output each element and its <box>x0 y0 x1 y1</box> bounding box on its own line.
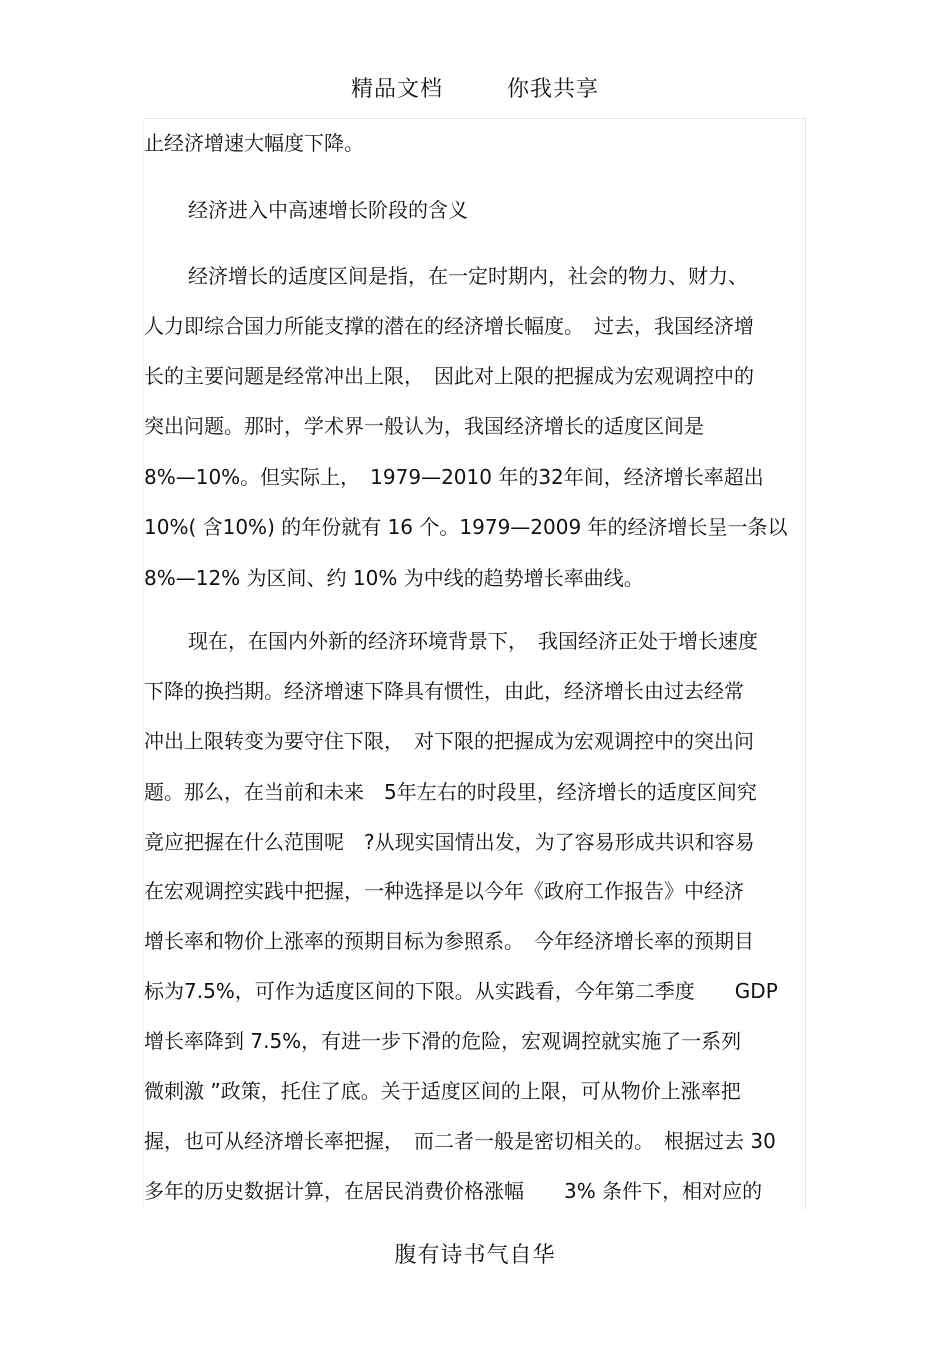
page-footer: 腹有诗书气自华 <box>394 1243 556 1268</box>
text-line: 冲出上限转变为要守住下限， 对下限的把握成为宏观调控中的突出问 <box>144 729 754 753</box>
text-line: 现在，在国内外新的经济环境背景下， 我国经济正处于增长速度 <box>188 629 758 653</box>
text-line: 多年的历史数据计算，在居民消费价格涨幅 3% 条件下，相对应的 <box>144 1179 763 1203</box>
section-heading: 经济进入中高速增长阶段的含义 <box>188 198 468 222</box>
text-line: 在宏观调控实践中把握，一种选择是以今年《政府工作报告》中经济 <box>144 879 744 903</box>
text-line: 下降的换挡期。经济增速下降具有惯性，由此，经济增长由过去经常 <box>144 679 744 703</box>
text-line: 长的主要问题是经常冲出上限， 因此对上限的把握成为宏观调控中的 <box>144 364 754 388</box>
text-line: 突出问题。那时，学术界一般认为，我国经济增长的适度区间是 <box>144 414 704 438</box>
text-line: 止经济增速大幅度下降。 <box>144 131 364 155</box>
text-line: 8%—10%。但实际上， 1979—2010 年的32年间，经济增长率超出 <box>144 465 764 489</box>
text-line: 人力即综合国力所能支撑的潜在的经济增长幅度。 过去，我国经济增 <box>144 314 754 338</box>
text-line: 经济增长的适度区间是指，在一定时期内，社会的物力、财力、 <box>188 264 748 288</box>
text-line: 增长率降到 7.5%，有进一步下滑的危险，宏观调控就实施了一系列 <box>144 1029 742 1053</box>
text-line: 竟应把握在什么范围呢 ?从现实国情出发，为了容易形成共识和容易 <box>144 830 755 854</box>
header-right-text: 你我共享 <box>507 77 600 102</box>
text-line: 标为7.5%，可作为适度区间的下限。从实践看，今年第二季度 GDP <box>144 979 778 1003</box>
header-left-text: 精品文档 <box>350 77 443 102</box>
page-header <box>0 72 950 103</box>
text-line: 增长率和物价上涨率的预期目标为参照系。 今年经济增长率的预期目 <box>144 929 754 953</box>
text-line: 握，也可从经济增长率把握， 而二者一般是密切相关的。 根据过去 30 <box>144 1129 776 1153</box>
text-line: 题。那么，在当前和未来 5年左右的时段里，经济增长的适度区间究 <box>144 780 757 804</box>
text-line: 10%( 含10%) 的年份就有 16 个。1979—2009 年的经济增长呈一条以 <box>144 515 788 539</box>
text-line: 8%—12% 为区间、约 10% 为中线的趋势增长率曲线。 <box>144 566 644 590</box>
text-line: 微刺激 ”政策，托住了底。关于适度区间的上限，可从物价上涨率把 <box>144 1079 741 1103</box>
